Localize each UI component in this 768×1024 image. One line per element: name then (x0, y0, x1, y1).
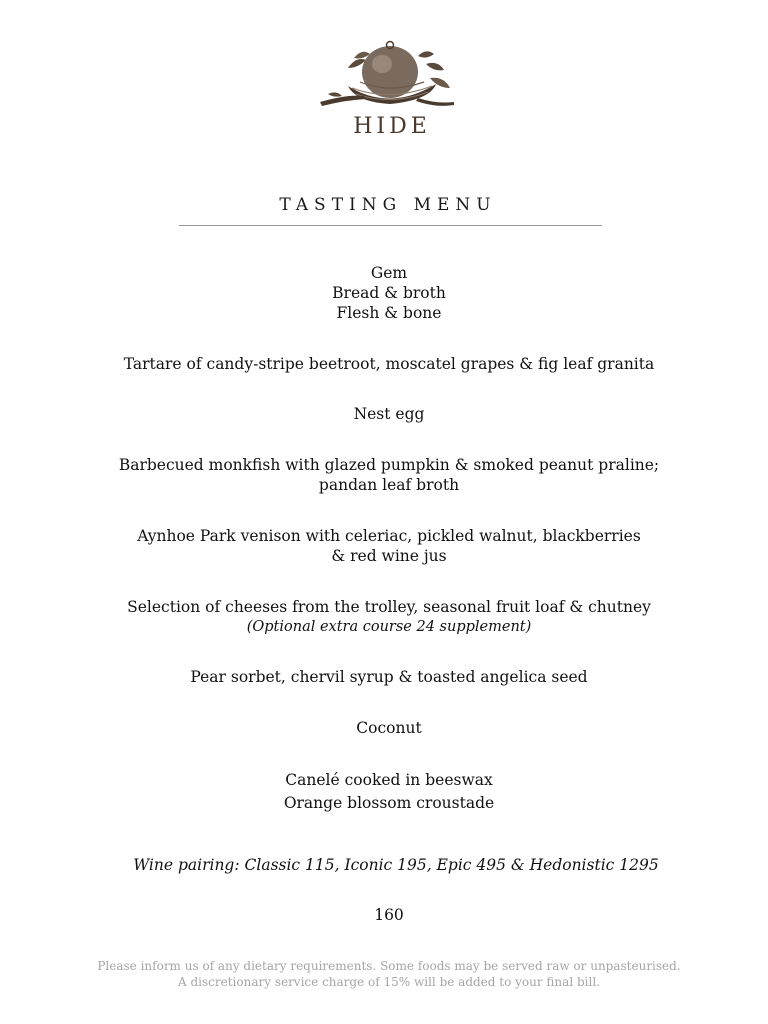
course-line: Aynhoe Park venison with celeriac, pickled walnut, blackberries (137, 527, 641, 545)
course-8 (0, 718, 768, 738)
title-divider (179, 225, 602, 226)
course-4 (0, 455, 768, 495)
footer-line-service: A discretionary service charge of 15% will be added to your final bill. (178, 975, 600, 989)
course-line: Pear sorbet, chervil syrup & toasted angelica seed (190, 668, 588, 686)
course-line: & red wine jus (331, 547, 447, 565)
wine-pairing: Wine pairing: Classic 115, Iconic 195, Epic 495 & Hedonistic 1295 (133, 856, 659, 874)
course-6 (0, 597, 768, 637)
menu-title: TASTING MENU (279, 195, 497, 215)
course-note: (Optional extra course 24 supplement) (246, 619, 532, 635)
course-line: Flesh & bone (336, 304, 442, 322)
course-1 (0, 263, 768, 323)
course-5 (0, 526, 768, 566)
course-line: Bread & broth (332, 284, 446, 302)
course-line: Barbecued monkfish with glazed pumpkin & smoked peanut praline; (118, 456, 660, 474)
course-9 (0, 769, 768, 815)
course-line: Tartare of candy-stripe beetroot, moscatel grapes & fig leaf granita (123, 355, 655, 373)
course-7 (0, 667, 768, 687)
course-3 (0, 404, 768, 424)
footer-line-dietary: Please inform us of any dietary requirements. Some foods may be served raw or unpasteurised. (97, 959, 681, 973)
course-line: pandan leaf broth (318, 476, 460, 494)
course-line: Canelé cooked in beeswax (285, 771, 493, 789)
course-line: Gem (370, 264, 408, 282)
bird-nest-with-egg-icon (318, 38, 458, 114)
course-line: Selection of cheeses from the trolley, seasonal fruit loaf & chutney (127, 598, 651, 616)
course-line: Orange blossom croustade (283, 794, 495, 812)
course-line: Nest egg (353, 405, 425, 423)
course-line: Coconut (356, 719, 422, 737)
course-2 (0, 354, 768, 374)
footer-notice (0, 958, 768, 990)
brand-name: HIDE (353, 114, 431, 139)
menu-price: 160 (374, 906, 404, 924)
